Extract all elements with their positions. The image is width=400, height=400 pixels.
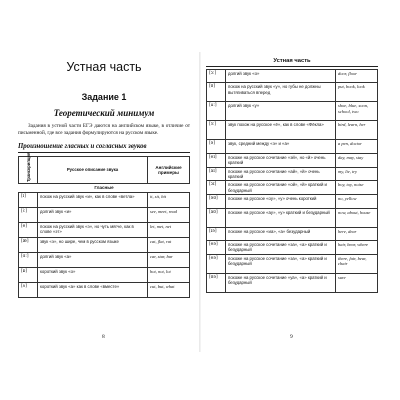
- sound-examples: here, dear: [336, 227, 378, 240]
- sound-symbol: [ɒ]: [19, 267, 38, 282]
- table-row: [207, 102, 378, 121]
- intro-paragraph: Задания в устной части ЕГЭ даются на английском языке, в отличие от письменной, где все задания формулируются на русском языке.: [18, 123, 190, 136]
- sound-examples: boy, toy, noise: [336, 181, 378, 195]
- page-number-right: 9: [290, 334, 293, 340]
- sound-description: долгий звук «о»: [226, 70, 336, 83]
- sound-symbol: [aɪ]: [207, 167, 226, 181]
- sound-description: похож на русский звук «и», как в слове «ветла»: [38, 192, 148, 207]
- sound-symbol: [ɑ:]: [19, 252, 38, 267]
- sound-symbol: [ɜ:]: [207, 121, 226, 140]
- sound-symbol: [eə]: [207, 241, 226, 255]
- sound-symbol: [ɔɪ]: [207, 181, 226, 195]
- sound-description: долгий звук «у»: [226, 102, 336, 121]
- sound-description: похоже на русское сочетание «эа», «а» краткий и безударный: [226, 254, 336, 273]
- sound-examples: no, yellow: [336, 195, 378, 208]
- sound-symbol: [u:]: [207, 102, 226, 121]
- sound-symbol: [ʊ]: [207, 83, 226, 102]
- sound-description: похож на русский звук «э», но чуть мягче, как в слове «эт»: [38, 222, 148, 237]
- sound-examples: my, lie, try: [336, 167, 378, 181]
- sound-symbol: [ʊə]: [207, 273, 226, 292]
- table-row: [207, 153, 378, 167]
- sound-description: похоже на русское сочетание «уа», «а» краткий и безударный: [226, 273, 336, 292]
- sound-description: звук похож на русское «ё», как в слове «Фёкла»: [226, 121, 336, 140]
- table-row: [207, 195, 378, 208]
- sound-examples: bird, learn, her: [336, 121, 378, 140]
- group-label: Гласные: [19, 184, 190, 192]
- sound-examples: a pen, doctor: [336, 140, 378, 153]
- table-row: [19, 282, 190, 297]
- sound-examples: there, fair, bear, chair: [336, 254, 378, 273]
- sound-description: долгий звук «и»: [38, 207, 148, 222]
- sound-symbol: [ɪ]: [19, 192, 38, 207]
- task-title: Задание 1: [81, 92, 127, 102]
- sound-description: похоже на русское «иа», «а» безударный: [226, 227, 336, 240]
- sound-symbol: [aʊ]: [207, 208, 226, 227]
- sound-description: звук, средний между «э» и «а»: [226, 140, 336, 153]
- table-row: [19, 192, 190, 207]
- sound-symbol: [ə]: [207, 140, 226, 153]
- sound-examples: car, star, bar: [148, 252, 190, 267]
- table-row: [19, 267, 190, 282]
- header-symbol: Транскрипция: [19, 157, 38, 184]
- running-head: Устная часть: [206, 58, 378, 67]
- sound-symbol: [əʊ]: [207, 195, 226, 208]
- sound-examples: cat, flat, rat: [148, 237, 190, 252]
- sound-description: короткий звук «а» как в слове «вместе»: [38, 282, 148, 297]
- sound-symbol: [e]: [19, 222, 38, 237]
- sounds-table-left: [18, 152, 190, 297]
- sound-description: короткий звук «о»: [38, 267, 148, 282]
- section-title: Устная часть: [66, 60, 142, 74]
- book-gutter: [199, 52, 201, 352]
- sound-examples: put, book, look: [336, 83, 378, 102]
- sound-examples: see, meet, read: [148, 207, 190, 222]
- sound-examples: sure: [336, 273, 378, 292]
- sound-symbol: [eɪ]: [207, 153, 226, 167]
- pronunciation-heading: Произношение гласных и согласных звуков: [18, 143, 190, 153]
- sound-description: похоже на русское «ау», «у» краткий и безударный: [226, 208, 336, 227]
- table-row: [207, 83, 378, 102]
- sound-symbol: [æ]: [19, 237, 38, 252]
- table-row: [207, 121, 378, 140]
- right-page: [206, 58, 378, 350]
- sound-description: похож на русский звук «у», но губы не должны вытягиваться вперед: [226, 83, 336, 102]
- table-row: [207, 227, 378, 240]
- table-row: [207, 140, 378, 153]
- sound-symbol: [eə]: [207, 254, 226, 273]
- table-row: [207, 181, 378, 195]
- table-row: [207, 208, 378, 227]
- sound-description: звук «э», но шире, чем в русском языке: [38, 237, 148, 252]
- sound-examples: let, met, net: [148, 222, 190, 237]
- sound-examples: now, about, house: [336, 208, 378, 227]
- table-row: [19, 207, 190, 222]
- table-row: [207, 254, 378, 273]
- table-row: [19, 252, 190, 267]
- sound-symbol: [ʌ]: [19, 282, 38, 297]
- sound-symbol: [ɪə]: [207, 227, 226, 240]
- sound-examples: it, sit, bit: [148, 192, 190, 207]
- sound-description: похоже на русское сочетание «ай», «й» очень краткий: [226, 167, 336, 181]
- sound-description: похоже на русское сочетание «эа», «а» краткий и безударный: [226, 241, 336, 255]
- table-header-row: [19, 157, 190, 184]
- table-row: [207, 273, 378, 292]
- sound-examples: hot, not, lot: [148, 267, 190, 282]
- group-row: [19, 184, 190, 192]
- table-row: [207, 70, 378, 83]
- table-row: [19, 237, 190, 252]
- sound-description: похоже на русское сочетание «эй», но «й» очень краткий: [226, 153, 336, 167]
- sound-symbol: [i:]: [19, 207, 38, 222]
- sound-examples: shoe, blue, soon, school, two: [336, 102, 378, 121]
- theory-title: Теоретический минимум: [53, 108, 155, 118]
- sound-examples: hair, bear, where: [336, 241, 378, 255]
- page-number-left: 8: [102, 334, 105, 340]
- sound-description: долгий звук «а»: [38, 252, 148, 267]
- header-examples: Английские примеры: [148, 157, 190, 184]
- sound-description: похоже на русское «оу», «у» очень короткий: [226, 195, 336, 208]
- sound-examples: cut, but, what: [148, 282, 190, 297]
- table-row: [19, 222, 190, 237]
- table-row: [207, 241, 378, 255]
- sound-description: похоже на русское сочетание «ой», «й» краткий и безударный: [226, 181, 336, 195]
- sounds-table-right: [206, 69, 378, 293]
- sound-examples: door, floor: [336, 70, 378, 83]
- sound-examples: day, may, stay: [336, 153, 378, 167]
- header-description: Русское описание звука: [38, 157, 148, 184]
- table-row: [207, 167, 378, 181]
- left-page: [18, 58, 190, 350]
- sound-symbol: [ɔ:]: [207, 70, 226, 83]
